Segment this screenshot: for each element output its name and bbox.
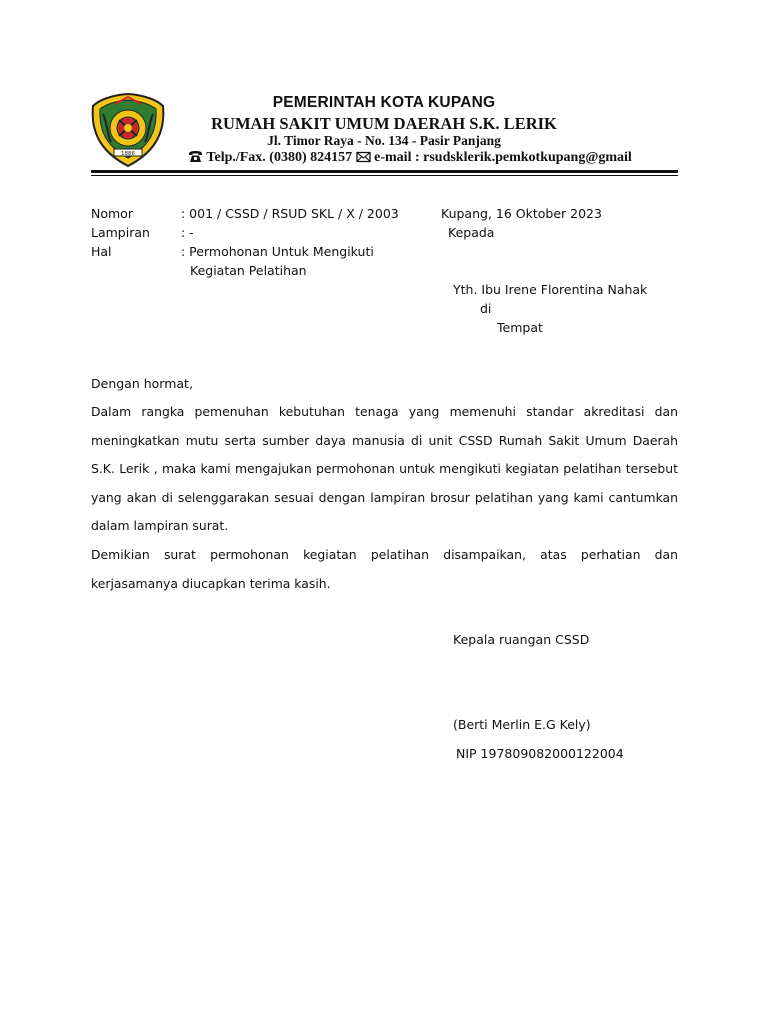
recipient-tempat: Tempat [497, 320, 543, 335]
letterhead-hospital: RUMAH SAKIT UMUM DAERAH S.K. LERIK [211, 114, 557, 133]
lampiran-label: Lampiran [91, 225, 150, 240]
hal-label: Hal [91, 244, 112, 259]
logo-year: 1886 [121, 151, 135, 157]
phone-fax-text: Telp./Fax. (0380) 824157 [206, 150, 353, 165]
letterhead-contact [0, 150, 768, 166]
email-text: e-mail : rsudsklerik.pemkotkupang@gmail [374, 150, 632, 165]
lampiran-value: : - [181, 225, 194, 240]
signatory-name: (Berti Merlin E.G Kely) [453, 717, 591, 732]
hal-value-line1: : Permohonan Untuk Mengikuti [181, 244, 374, 259]
signatory-nip: NIP 197809082000122004 [456, 746, 624, 761]
letterhead-divider-thin [91, 175, 678, 176]
envelope-icon [356, 151, 371, 163]
nomor-value: : 001 / CSSD / RSUD SKL / X / 2003 [181, 206, 399, 221]
letterhead-government: PEMERINTAH KOTA KUPANG [272, 94, 496, 111]
letterhead-address: Jl. Timor Raya - No. 134 - Pasir Panjang [267, 133, 501, 148]
hal-value-line2: Kegiatan Pelatihan [190, 263, 307, 278]
letter-date: Kupang, 16 Oktober 2023 [441, 206, 602, 221]
recipient-di: di [480, 301, 492, 316]
body-paragraph-2: Demikian surat permohonan kegiatan pelatihan disampaikan, atas perhatian dan kerjasamanya diucapkan terima kasih. [91, 547, 678, 591]
greeting: Dengan hormat, [91, 376, 193, 391]
signatory-position: Kepala ruangan CSSD [453, 632, 590, 647]
nomor-label: Nomor [91, 206, 133, 221]
recipient-name: Yth. Ibu Irene Florentina Nahak [453, 282, 648, 297]
kepada-label: Kepada [448, 225, 495, 240]
letterhead-divider-thick [91, 170, 678, 173]
phone-icon [188, 150, 203, 163]
body-paragraph-1: Dalam rangka pemenuhan kebutuhan tenaga yang memenuhi standar akreditasi dan meningkatkan mutu serta sumber daya manusia di unit CSSD Rumah Sakit Umum Daerah S.K. Lerik , maka kami mengajukan permohonan untuk mengikuti kegiatan pelatihan tersebut yang akan di selenggarakan sesuai dengan lampiran brosur pelatihan yang kami cantumkan dalam lampiran surat. [91, 404, 678, 533]
